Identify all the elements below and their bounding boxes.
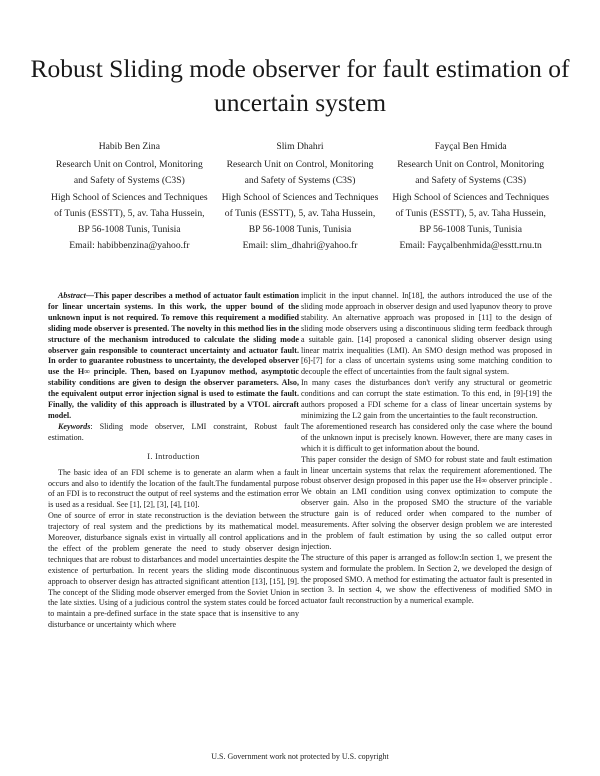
author-email: Email: slim_dhahri@yahoo.fr	[242, 240, 358, 252]
author-name: Habib Ben Zina	[98, 141, 160, 152]
abstract-text: This paper describes a method of actuator fault estimation for linear uncertain systems. In this work, the upper bound of the unknown input is not required. To remove this requirement a modified sliding mode observer is presented. The novelty in this method lies in the structure of the mechanism introduced to calculate the sliding mode observer gain responsible to counteract uncertainty and actuator fault. In order to guarantee robustness to uncertainty, the developed observer use the H∞ principle. Then, based on Lyapunov method, asymptotic stability conditions are given to design the observer parameters. Also, the equivalent output error injection signal is used to estimate the fault. Finally, the validity of this approach is illustrated by a VTOL aircraft model.	[48, 291, 299, 420]
author-email: Email: Fayçalbenhmida@esstt.rnu.tn	[399, 240, 542, 252]
section-heading: I. Introduction	[147, 451, 200, 461]
body-paragraph: The structure of this paper is arranged as follow:In section 1, we present the system and formulate the problem. In Section 2, we developed the design of the proposed SMO. A method for estimating the actuator fault is presented in section 3. In section 4, we show the effectiveness of modified SMO in actuator fault reconstruction by a numerical example.	[301, 552, 552, 606]
author-name: Fayçal Ben Hmida	[434, 141, 507, 152]
body-paragraph: In many cases the disturbances don't verify any structural or geometric conditions and can corrupt the state estimation. To this end, in [9]-[19] the authors proposed a FDI scheme for a class of linear uncertain systems by minimizing the L2 gain from the uncertainties to the fault reconstruction.	[301, 378, 552, 420]
abstract: Abstract—This paper describes a method of actuator fault estimation for linear uncertain systems. In this work, the upper bound of the unknown input is not required. To remove this requirement a modified sliding mode observer is presented. The novelty in this method lies in the structure of the mechanism introduced to calculate the sliding mode observer gain responsible to counteract uncertainty and actuator fault. In order to guarantee robustness to uncertainty, the developed observer use the H∞ principle. Then, based on Lyapunov method, asymptotic stability conditions are given to design the observer parameters. Also, the equivalent output error injection signal is used to estimate the fault. Finally, the validity of this approach is illustrated by a VTOL aircraft model.	[48, 291, 299, 420]
author-2	[215, 139, 386, 254]
affiliation-line: High School of Sciences and Techniques	[51, 191, 208, 203]
author-name: Slim Dhahri	[276, 141, 324, 152]
author-3	[385, 139, 556, 254]
affiliation-line: Research Unit on Control, Monitoring	[55, 159, 203, 171]
paper-title: Robust Sliding mode observer for fault estimation of uncertain system	[30, 54, 570, 117]
affiliation-line: and Safety of Systems (C3S)	[244, 175, 356, 187]
affiliation-line: High School of Sciences and Techniques	[221, 191, 379, 203]
copyright-footer: U.S. Government work not protected by U.S. copyright	[211, 752, 389, 761]
keywords-text: Sliding mode observer, LMI constraint, Robust fault estimation.	[48, 421, 299, 442]
right-column	[301, 291, 552, 607]
affiliation-line: High School of Sciences and Techniques	[392, 191, 549, 203]
affiliation-line: of Tunis (ESSTT), 5, av. Taha Hussein,	[54, 207, 205, 219]
affiliation-line: of Tunis (ESSTT), 5, av. Taha Hussein,	[224, 207, 376, 219]
affiliation-line: BP 56-1008 Tunis, Tunisia	[78, 224, 181, 236]
author-block	[44, 139, 556, 254]
abstract-label: Abstract	[58, 291, 86, 300]
affiliation-line: Research Unit on Control, Monitoring	[397, 159, 545, 171]
left-column	[48, 291, 299, 631]
keywords: Keywords: Sliding mode observer, LMI constraint, Robust fault estimation.	[48, 421, 299, 442]
affiliation-line: and Safety of Systems (C3S)	[415, 175, 527, 187]
body-paragraph: This paper consider the design of SMO for robust state and fault estimation in linear uncertain systems that relax the requirement aforementioned. The robust observer design proposed in this paper use the H∞ observer principle . We obtain an LMI condition using convex optimization to compute the observer gain. Also in the proposed SMO the structure of the variable structure gain is of reduced order when compared to the number of measurements. After solving the observer design problem we are interested in the problem of fault estimation by using the so called output error injection.	[301, 454, 552, 551]
body-paragraph: The aforementioned research has considered only the case where the bound of the unknown input is precisely known. However, there are many cases in which it is difficult to get information about the bound.	[301, 421, 552, 453]
affiliation-line: and Safety of Systems (C3S)	[73, 175, 185, 187]
body-paragraph: implicit in the input channel. In[18], the authors introduced the use of the sliding mode approach in observer design and used lyapunov theory to prove stability. An alternative approach was proposed in [11] to the design of sliding mode observers using a discontinuous sliding term feedback through a suitable gain. [14] proposed a canonical sliding observer design using linear matrix inequalities (LMI). An SMO design method was proposed in [6]-[7] for a class of uncertain systems using some matching condition to decouple the effect of uncertainties from the fault signal system.	[301, 291, 552, 377]
affiliation-line: Research Unit on Control, Monitoring	[226, 159, 374, 171]
affiliation-line: of Tunis (ESSTT), 5, av. Taha Hussein,	[395, 207, 546, 219]
affiliation-line: BP 56-1008 Tunis, Tunisia	[419, 224, 522, 236]
affiliation-line: BP 56-1008 Tunis, Tunisia	[248, 224, 352, 236]
author-1	[44, 139, 215, 254]
author-email: Email: habibbenzina@yahoo.fr	[69, 240, 190, 252]
keywords-label: Keywords	[58, 421, 91, 431]
body-paragraph: One of source of error in state reconstruction is the deviation between the trajectory of real system and the predictions by its mathematical model. Moreover, disturbance signals exist in virtually all control applications and the effect of the problem generate the need to study observer design techniques that are robust to distarbances and model uncertainties despite the existence of perturbation. In recent years the sliding mode discontinuous approach to observer design has attracted significant attention [13], [15], [9]. The concept of the Sliding mode observer emerged from the Soviet Union in the late sixties. Using of a judicious control the system states could be forced to maintain a pre-defined surface in the state space that is insensitive to any disturbance or uncertainty which where	[48, 511, 299, 630]
body-paragraph: The basic idea of an FDI scheme is to generate an alarm when a fault occurs and also to identify the location of the fault.The fundamental purpose of an FDI is to reconstruct the output of reel systems and the estimation error is used as a residual. See [1], [2], [3], [4], [10].	[48, 467, 299, 510]
